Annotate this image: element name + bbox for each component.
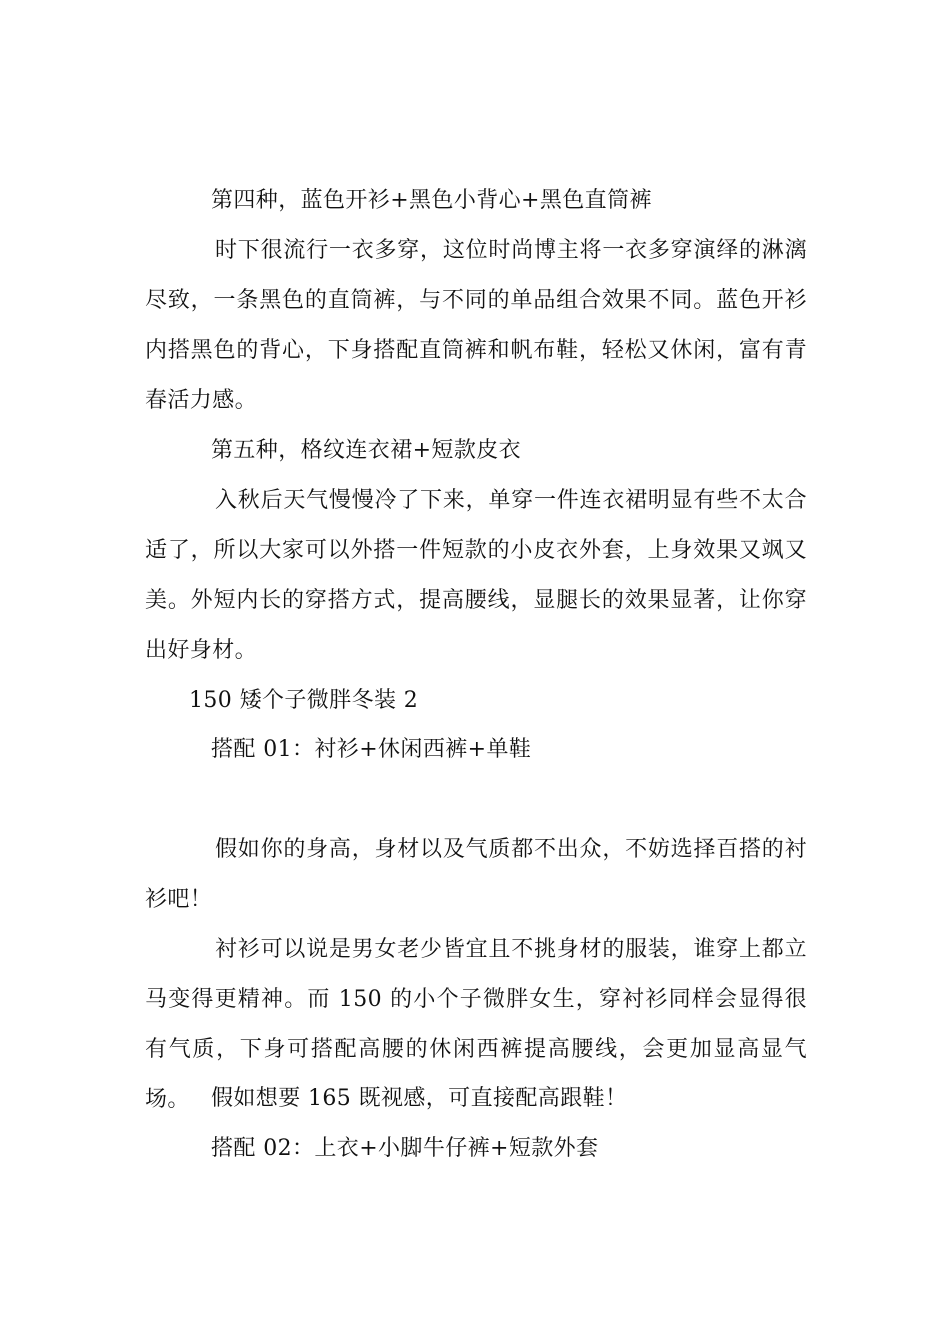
paragraph-fourth-style: 时下很流行一衣多穿，这位时尚博主将一衣多穿演绎的淋漓尽致，一条黑色的直筒裤，与不同的单品组合效果不同。蓝色开衫内搭黑色的背心，下身搭配直筒裤和帆布鞋，轻松又休闲，富有青春活力感。	[145, 238, 807, 413]
heading-fifth-style: 第五种，格纹连衣裙+短款皮衣	[211, 438, 522, 463]
match-02-heading: 搭配 02：上衣+小脚牛仔裤+短款外套	[211, 1136, 599, 1161]
paragraph-shirt-detail: 衬衫可以说是男女老少皆宜且不挑身材的服装，谁穿上都立马变得更精神。而 150 的小个子微胖女生，穿衬衫同样会显得很有气质，下身可搭配高腰的休闲西裤提高腰线，会更加显高显气场。	[145, 937, 807, 1112]
match-01-heading: 搭配 01：衬衫+休闲西裤+单鞋	[211, 737, 532, 762]
paragraph-fifth-style: 入秋后天气慢慢冷了下来，单穿一件连衣裙明显有些不太合适了，所以大家可以外搭一件短款的小皮衣外套，上身效果又飒又美。外短内长的穿搭方式，提高腰线，显腿长的效果显著，让你穿出好身材。	[145, 488, 807, 663]
paragraph-shirt-intro: 假如你的身高，身材以及气质都不出众，不妨选择百搭的衬衫吧！	[145, 837, 807, 912]
high-heels-tip: 假如想要 165 既视感，可直接配高跟鞋！	[211, 1086, 628, 1111]
section-title: 150 矮个子微胖冬装 2	[189, 688, 419, 713]
heading-fourth-style: 第四种，蓝色开衫+黑色小背心+黑色直筒裤	[211, 188, 652, 213]
